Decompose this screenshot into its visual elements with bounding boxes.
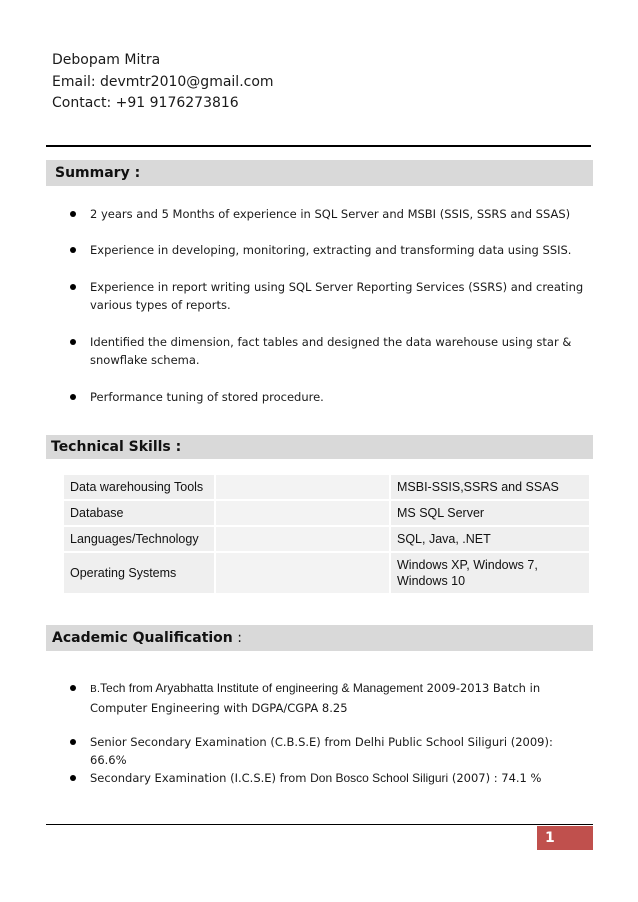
skills-title: Technical Skills : [51, 439, 182, 455]
candidate-contact: Contact: +91 9176273816 [52, 95, 239, 111]
contact-header [52, 50, 274, 115]
candidate-name: Debopam Mitra [52, 52, 161, 68]
skills-table [62, 473, 591, 595]
list-item: Secondary Examination (I.C.S.E) from Don Bosco School Siliguri (2007) : 74.1 % [90, 769, 590, 787]
skill-value: MSBI-SSIS,SSRS and SSAS [391, 475, 589, 499]
list-item: Experience in report writing using SQL Server Reporting Services (SSRS) and creating various types of reports. [90, 278, 590, 314]
skills-heading [46, 435, 593, 459]
page-number-badge: 1 [537, 826, 593, 850]
bullet-icon [70, 284, 76, 290]
blank-cell [216, 553, 389, 593]
bullet-icon [70, 775, 76, 781]
table-row [64, 527, 589, 551]
bullet-icon [70, 394, 76, 400]
skill-label: Operating Systems [64, 553, 214, 593]
list-item: B.Tech from Aryabhatta Institute of engineering & Management 2009-2013 Batch in Computer Engineering with DGPA/CGPA 8.25 [90, 679, 590, 717]
skill-value: SQL, Java, .NET [391, 527, 589, 551]
skill-label: Database [64, 501, 214, 525]
blank-cell [216, 475, 389, 499]
table-row [64, 475, 589, 499]
skill-label: Languages/Technology [64, 527, 214, 551]
academic-heading [46, 625, 593, 651]
list-item: Senior Secondary Examination (C.B.S.E) from Delhi Public School Siliguri (2009): 66.6% [90, 733, 590, 769]
list-item: Identified the dimension, fact tables and designed the data warehouse using star & snowflake schema. [90, 333, 590, 369]
bullet-icon [70, 739, 76, 745]
bullet-icon [70, 339, 76, 345]
skill-label: Data warehousing Tools [64, 475, 214, 499]
table-row [64, 501, 589, 525]
footer-divider [46, 824, 593, 825]
skill-value: Windows XP, Windows 7, Windows 10 [391, 553, 589, 593]
summary-title: Summary : [55, 165, 141, 181]
table-row [64, 553, 589, 593]
list-item: Experience in developing, monitoring, extracting and transforming data using SSIS. [90, 241, 590, 259]
bullet-icon [70, 211, 76, 217]
skill-value: MS SQL Server [391, 501, 589, 525]
academic-title: Academic Qualification [52, 630, 233, 646]
list-item: 2 years and 5 Months of experience in SQL Server and MSBI (SSIS, SSRS and SSAS) [90, 205, 590, 223]
blank-cell [216, 527, 389, 551]
bullet-icon [70, 247, 76, 253]
bullet-icon [70, 685, 76, 691]
candidate-email: Email: devmtr2010@gmail.com [52, 73, 274, 90]
summary-heading [46, 160, 593, 186]
blank-cell [216, 501, 389, 525]
list-item: Performance tuning of stored procedure. [90, 388, 590, 406]
header-divider [46, 145, 591, 147]
academic-title-suffix: : [232, 630, 242, 646]
